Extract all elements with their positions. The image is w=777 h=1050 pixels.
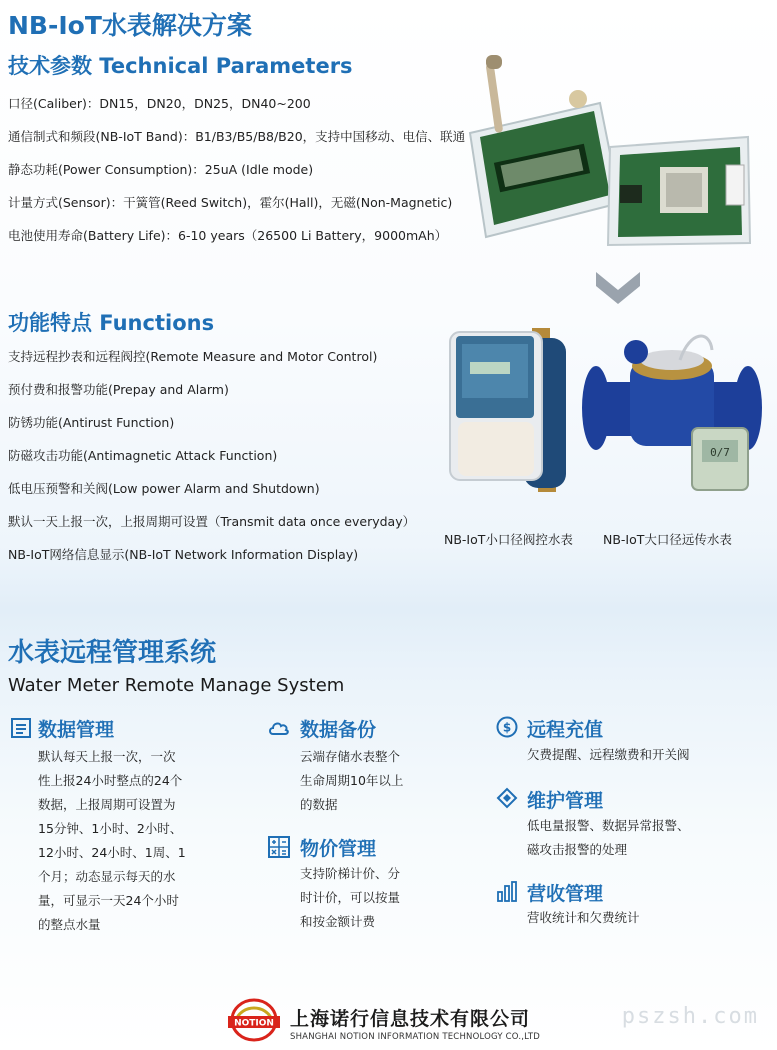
calculator-icon — [268, 836, 290, 858]
feature-title-recharge: 远程充值 — [527, 719, 604, 741]
tag-icon — [496, 787, 518, 809]
bar-chart-icon — [496, 880, 518, 902]
feature-title-data-backup: 数据备份 — [300, 719, 377, 741]
feature-text-revenue: 营收统计和欠费统计 — [527, 910, 640, 925]
company-name-en: SHANGHAI NOTION INFORMATION TECHNOLOGY CO.,LTD — [290, 1032, 541, 1042]
system-subtitle: Water Meter Remote Manage System — [8, 675, 345, 696]
feature-text-recharge: 欠费提醒、远程缴费和开关阀 — [527, 747, 690, 762]
system-title: 水表远程管理系统 — [8, 638, 217, 668]
feature-title-price-mgmt: 物价管理 — [300, 838, 377, 860]
meter-lcd-value: 0/7 — [710, 446, 730, 459]
feature-text-maintenance: 低电量报警、数据异常报警、 磁攻击报警的处理 — [527, 818, 690, 857]
function-line: NB-IoT网络信息显示(NB-IoT Network Information Display) — [8, 547, 359, 562]
tech-line: 静态功耗(Power Consumption)：25uA (Idle mode) — [8, 162, 314, 177]
tech-line: 电池使用寿命(Battery Life)：6-10 years（26500 Li Battery，9000mAh） — [8, 228, 448, 243]
feature-title-maintenance: 维护管理 — [527, 790, 604, 812]
dollar-coin-icon — [496, 716, 518, 738]
tech-line: 计量方式(Sensor)：干簧管(Reed Switch)，霍尔(Hall)，无磁(Non-Magnetic) — [8, 195, 453, 210]
small-water-meter-image — [440, 318, 580, 498]
function-line: 防磁攻击功能(Antimagnetic Attack Function) — [8, 448, 278, 463]
large-meter-caption: NB-IoT大口径远传水表 — [603, 532, 732, 547]
function-line: 预付费和报警功能(Prepay and Alarm) — [8, 382, 229, 397]
small-meter-caption: NB-IoT小口径阀控水表 — [444, 532, 573, 547]
functions-heading: 功能特点 Functions — [8, 311, 215, 335]
cloud-icon — [268, 717, 290, 739]
chevron-down-icon — [596, 268, 640, 308]
feature-text-data-backup: 云端存储水表整个 生命周期10年以上 的数据 — [300, 749, 404, 812]
tech-heading: 技术参数 Technical Parameters — [8, 54, 353, 78]
feature-text-price-mgmt: 支持阶梯计价、分 时计价，可以按量 和按金额计费 — [300, 866, 401, 929]
feature-title-data-mgmt: 数据管理 — [38, 719, 115, 741]
document-list-icon — [10, 717, 32, 739]
feature-title-revenue: 营收管理 — [527, 883, 604, 905]
tech-line: 口径(Caliber)：DN15，DN20，DN25，DN40~200 — [8, 96, 311, 111]
watermark: pszsh.com — [621, 1004, 759, 1029]
large-water-meter-image — [580, 330, 770, 500]
feature-text-data-mgmt: 默认每天上报一次，一次 性上报24小时整点的24个 数据，上报周期可设置为 15分钟、1小时、2小时、 12小时、24小时、1周、1 个月；动态显示每天的水 量，可显示一天24个小时 的整点水量 — [38, 749, 186, 932]
svg-text:$: $ — [502, 720, 512, 735]
function-line: 低电压预警和关阀(Low power Alarm and Shutdown) — [8, 481, 320, 496]
circuit-board-image — [460, 55, 760, 255]
function-line: 防锈功能(Antirust Function) — [8, 415, 175, 430]
function-line: 默认一天上报一次，上报周期可设置（Transmit data once everyday） — [8, 514, 416, 529]
page-title: NB-IoT水表解决方案 — [8, 11, 252, 40]
notion-logo — [226, 998, 282, 1044]
tech-line: 通信制式和频段(NB-IoT Band)：B1/B3/B5/B8/B20，支持中国移动、电信、联通 — [8, 129, 466, 144]
logo-text: NOTION — [234, 1018, 274, 1029]
company-name-cn: 上海诺行信息技术有限公司 — [290, 1008, 531, 1030]
function-line: 支持远程抄表和远程阀控(Remote Measure and Motor Control) — [8, 349, 378, 364]
